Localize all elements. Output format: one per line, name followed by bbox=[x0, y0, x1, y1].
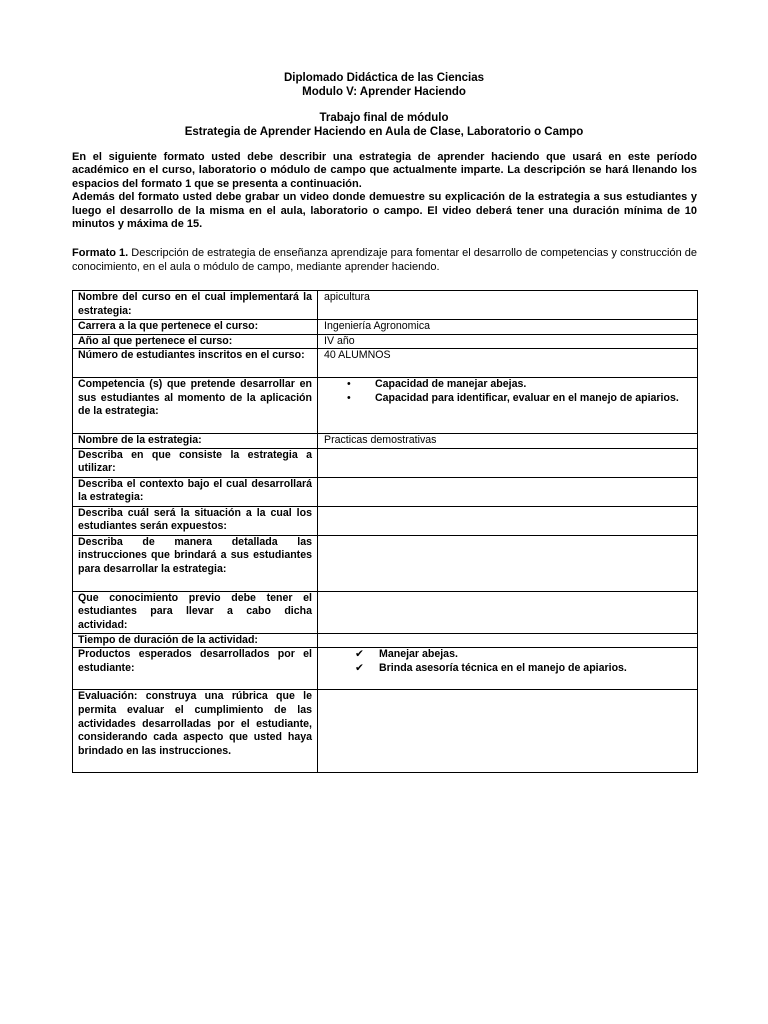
table-row bbox=[73, 378, 698, 434]
question-cell: Nombre del curso en el cual implementará la estrategia: bbox=[73, 291, 318, 320]
table-row bbox=[73, 648, 698, 690]
answer-cell bbox=[318, 591, 698, 633]
answer-cell bbox=[318, 535, 698, 591]
table-row bbox=[73, 591, 698, 633]
table-row bbox=[73, 535, 698, 591]
list-item bbox=[324, 648, 692, 662]
question-cell: Año al que pertenece el curso: bbox=[73, 334, 318, 349]
productos-cell bbox=[318, 648, 698, 690]
checkmark-icon: ✔ bbox=[355, 648, 364, 661]
question-cell: Que conocimiento previo debe tener el estudiantes para llevar a cabo dicha actividad: bbox=[73, 591, 318, 633]
table-row bbox=[73, 477, 698, 506]
competencias-cell bbox=[318, 378, 698, 434]
table-row bbox=[73, 334, 698, 349]
list-item bbox=[324, 392, 692, 406]
question-cell: Nombre de la estrategia: bbox=[73, 434, 318, 449]
answer-cell bbox=[318, 448, 698, 477]
table-row bbox=[73, 633, 698, 648]
answer-cell: apicultura bbox=[318, 291, 698, 320]
answer-cell bbox=[318, 690, 698, 773]
question-cell: Productos esperados desarrollados por el estudiante: bbox=[73, 648, 318, 690]
formato-text: Descripción de estrategia de enseñanza aprendizaje para fomentar el desarrollo de competencias y construcción de conocimiento, en el aula o módulo de campo, mediante aprender haciendo. bbox=[72, 247, 698, 273]
answer-cell bbox=[318, 633, 698, 648]
instructions-paragraph-1: En el siguiente formato usted debe describir una estrategia de aprender haciendo que usará en este período académico en el curso, laboratorio o módulo de campo que actualmente imparte. La descripción se hará llenando los espacios del formato 1 que se presenta a continuación. bbox=[72, 151, 697, 190]
question-cell: Describa el contexto bajo el cual desarrollará la estrategia: bbox=[73, 477, 318, 506]
table-row bbox=[73, 506, 698, 535]
question-cell: Evaluación: construya una rúbrica que le permita evaluar el cumplimiento de las actividades desarrolladas por el estudiante, considerando cada aspecto que usted haya brindado en las instrucciones. bbox=[73, 690, 318, 773]
bullet-icon: • bbox=[347, 378, 351, 391]
question-cell: Número de estudiantes inscritos en el curso: bbox=[73, 349, 318, 378]
productos-list bbox=[324, 648, 692, 675]
table-row bbox=[73, 320, 698, 335]
answer-cell bbox=[318, 477, 698, 506]
answer-cell: IV año bbox=[318, 334, 698, 349]
instructions-paragraph-2: Además del formato usted debe grabar un video donde demuestre su explicación de la estrategia a sus estudiantes y luego el desarrollo de la misma en el aula, laboratorio o campo. El video deberá tener una duración mínima de 10 minutos y máxima de 15. bbox=[72, 191, 697, 231]
competencias-list bbox=[324, 378, 692, 405]
question-cell: Carrera a la que pertenece el curso: bbox=[73, 320, 318, 335]
answer-cell: Ingeniería Agronomica bbox=[318, 320, 698, 335]
question-cell: Tiempo de duración de la actividad: bbox=[73, 633, 318, 648]
table-row bbox=[73, 690, 698, 773]
strategy-title: Estrategia de Aprender Haciendo en Aula de Clase, Laboratorio o Campo bbox=[184, 126, 584, 138]
list-item-text: Capacidad para identificar, evaluar en el manejo de apiarios. bbox=[375, 391, 679, 404]
list-item-text: Brinda asesoría técnica en el manejo de apiarios. bbox=[379, 661, 627, 674]
checkmark-icon: ✔ bbox=[355, 661, 364, 674]
answer-cell: Practicas demostrativas bbox=[318, 434, 698, 449]
strategy-form-table bbox=[72, 290, 698, 773]
question-cell: Competencia (s) que pretende desarrollar en sus estudiantes al momento de la aplicación de la estrategia: bbox=[73, 378, 318, 434]
answer-cell: 40 ALUMNOS bbox=[318, 349, 698, 378]
table-row bbox=[73, 448, 698, 477]
list-item bbox=[324, 662, 692, 676]
table-row bbox=[73, 349, 698, 378]
formato-label: Formato 1. bbox=[72, 247, 129, 259]
instructions bbox=[72, 151, 697, 231]
table-row bbox=[73, 434, 698, 449]
formato-description bbox=[72, 247, 697, 274]
list-item bbox=[324, 378, 692, 392]
question-cell: Describa de manera detallada las instrucciones que brindará a sus estudiantes para desarrollar la estrategia: bbox=[73, 535, 318, 591]
diplomado-title: Diplomado Didáctica de las Ciencias bbox=[283, 72, 485, 84]
question-cell: Describa en que consiste la estrategia a utilizar: bbox=[73, 448, 318, 477]
question-cell: Describa cuál será la situación a la cual los estudiantes serán expuestos: bbox=[73, 506, 318, 535]
table-row bbox=[73, 291, 698, 320]
list-item-text: Manejar abejas. bbox=[379, 648, 458, 661]
list-item-text: Capacidad de manejar abejas. bbox=[375, 378, 527, 391]
module-title: Modulo V: Aprender Haciendo bbox=[302, 86, 466, 98]
assignment-title: Trabajo final de módulo bbox=[319, 112, 449, 124]
bullet-icon: • bbox=[347, 391, 351, 404]
answer-cell bbox=[318, 506, 698, 535]
